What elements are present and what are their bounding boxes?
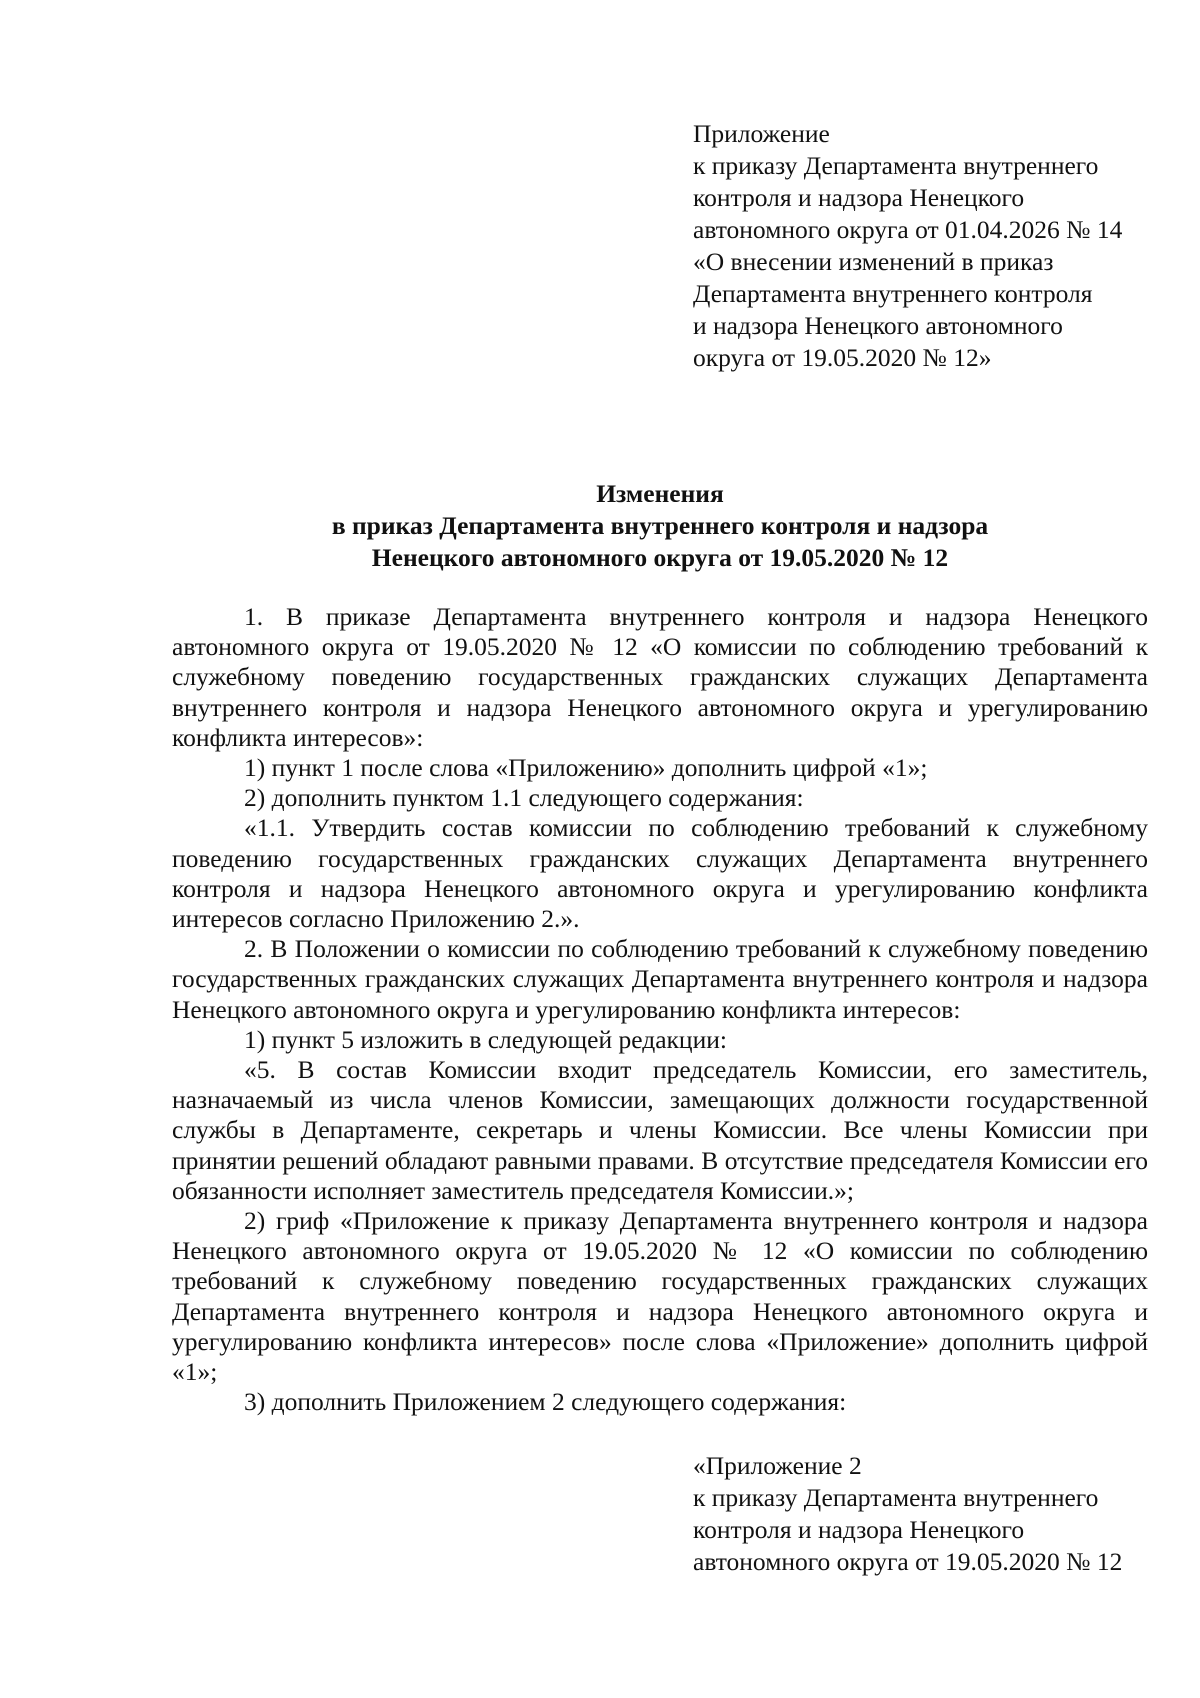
body-paragraph: 2) дополнить пунктом 1.1 следующего содержания: bbox=[244, 783, 804, 813]
appendix-header-line: округа от 19.05.2020 № 12» bbox=[693, 343, 992, 372]
appendix-header-line: «О внесении изменений в приказ bbox=[693, 247, 1054, 276]
document-title bbox=[160, 478, 1160, 574]
appendix-2-header-line: контроля и надзора Ненецкого bbox=[693, 1515, 1025, 1544]
title-line: в приказ Департамента внутреннего контроля и надзора bbox=[331, 511, 989, 540]
body-paragraph: «5. В состав Комиссии входит председатель Комиссии, его заместитель, назначаемый из числа членов Комиссии, замещающих должности государственной службы в Департаменте, секретарь и члены Комиссии. Все члены Комиссии при принятии решений обладают равными правами. В отсутствие председателя Комиссии его обязанности исполняет заместитель председателя Комиссии.»; bbox=[172, 1055, 1148, 1205]
appendix-2-header-line: «Приложение 2 bbox=[693, 1451, 862, 1480]
appendix-header-line: и надзора Ненецкого автономного bbox=[693, 311, 1063, 340]
body-paragraph: 1) пункт 5 изложить в следующей редакции: bbox=[244, 1024, 727, 1054]
body-paragraph: 2. В Положении о комиссии по соблюдению требований к служебному поведению государственных гражданских служащих Департамента внутреннего контроля и надзора Ненецкого автономного округа и урегулированию конфликта интересов: bbox=[172, 934, 1148, 1024]
body-paragraph: 2) гриф «Приложение к приказу Департамента внутреннего контроля и надзора Ненецкого автономного округа от 19.05.2020 № 12 «О комиссии по соблюдению требований к служебному поведению государственных гражданских служащих Департамента внутреннего контроля и надзора Ненецкого автономного округа и урегулированию конфликта интересов» после слова «Приложение» дополнить цифрой «1»; bbox=[172, 1206, 1148, 1387]
appendix-2-header-line: к приказу Департамента внутреннего bbox=[693, 1483, 1099, 1512]
body-paragraph: «1.1. Утвердить состав комиссии по соблюдению требований к служебному поведению государственных гражданских служащих Департамента внутреннего контроля и надзора Ненецкого автономного округа и урегулированию конфликта интересов согласно Приложению 2.». bbox=[172, 813, 1148, 934]
appendix-2-header-line: автономного округа от 19.05.2020 № 12 bbox=[693, 1547, 1123, 1576]
appendix-2-header bbox=[693, 1450, 1163, 1578]
appendix-header-line: к приказу Департамента внутреннего bbox=[693, 151, 1099, 180]
appendix-header-line: Департамента внутреннего контроля bbox=[693, 279, 1093, 308]
body-paragraph: 3) дополнить Приложением 2 следующего содержания: bbox=[244, 1387, 847, 1417]
appendix-header-line: Приложение bbox=[693, 119, 830, 148]
appendix-header-line: контроля и надзора Ненецкого bbox=[693, 183, 1025, 212]
document-body bbox=[172, 602, 1148, 1417]
body-paragraph: 1. В приказе Департамента внутреннего контроля и надзора Ненецкого автономного округа от 19.05.2020 № 12 «О комиссии по соблюдению требований к служебному поведению государственных гражданских служащих Департамента внутреннего контроля и надзора Ненецкого автономного округа и урегулированию конфликта интересов»: bbox=[172, 602, 1148, 752]
body-paragraph: 1) пункт 1 после слова «Приложению» дополнить цифрой «1»; bbox=[244, 753, 928, 783]
title-line: Ненецкого автономного округа от 19.05.2020 № 12 bbox=[371, 543, 949, 572]
appendix-header bbox=[693, 118, 1163, 374]
title-line: Изменения bbox=[596, 479, 724, 508]
appendix-header-line: автономного округа от 01.04.2026 № 14 bbox=[693, 215, 1123, 244]
